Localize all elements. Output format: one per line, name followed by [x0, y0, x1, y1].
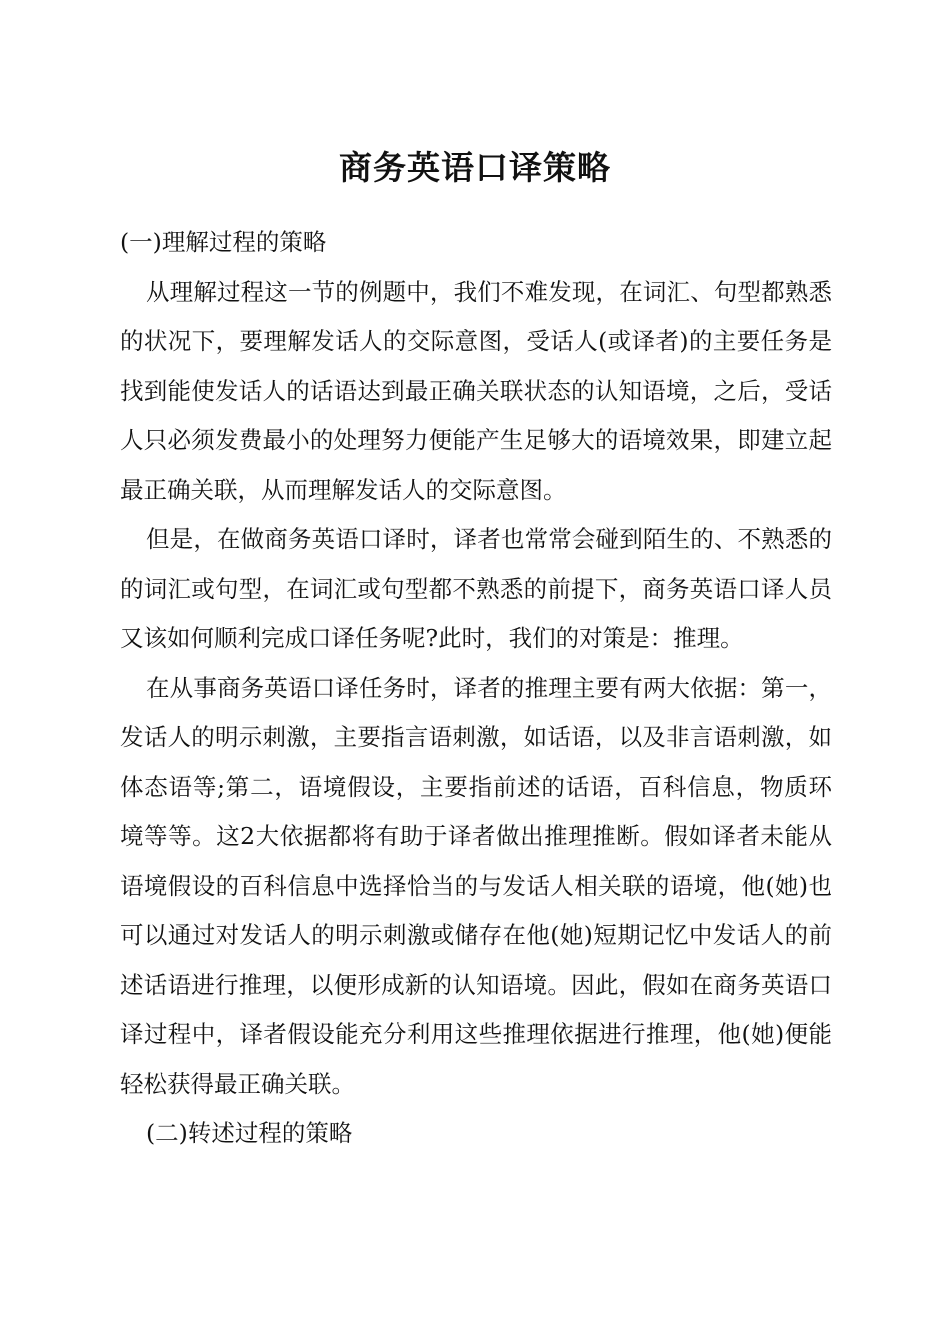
paragraph-2: 但是，在做商务英语口译时，译者也常常会碰到陌生的、不熟悉的的词汇或句型，在词汇或句型都不熟悉的前提下，商务英语口译人员又该如何顺利完成口译任务呢?此时，我们的对策是：推理。: [120, 525, 832, 652]
section-heading-2: (二)转述过程的策略: [146, 1119, 353, 1147]
section-heading-1: (一)理解过程的策略: [120, 228, 327, 256]
document-title: 商务英语口译策略: [339, 148, 611, 187]
paragraph-3: 在从事商务英语口译任务时，译者的推理主要有两大依据：第一，发话人的明示刺激，主要指言语刺激，如话语，以及非言语刺激，如体态语等;第二，语境假设，主要指前述的话语，百科信息，物质环境等等。这2大依据都将有助于译者做出推理推断。假如译者未能从语境假设的百科信息中选择恰当的与发话人相关联的语境，他(她)也可以通过对发话人的明示刺激或储存在他(她)短期记忆中发话人的前述话语进行推理，以便形成新的认知语境。因此，假如在商务英语口译过程中，译者假设能充分利用这些推理依据进行推理，他(她)便能轻松获得最正确关联。: [120, 673, 832, 1098]
paragraph-1: 从理解过程这一节的例题中，我们不难发现，在词汇、句型都熟悉的状况下，要理解发话人的交际意图，受话人(或译者)的主要任务是找到能使发话人的话语达到最正确关联状态的认知语境，之后，受话人只必须发费最小的处理努力便能产生足够大的语境效果，即建立起最正确关联，从而理解发话人的交际意图。: [120, 277, 832, 504]
document-body: [120, 218, 832, 1159]
